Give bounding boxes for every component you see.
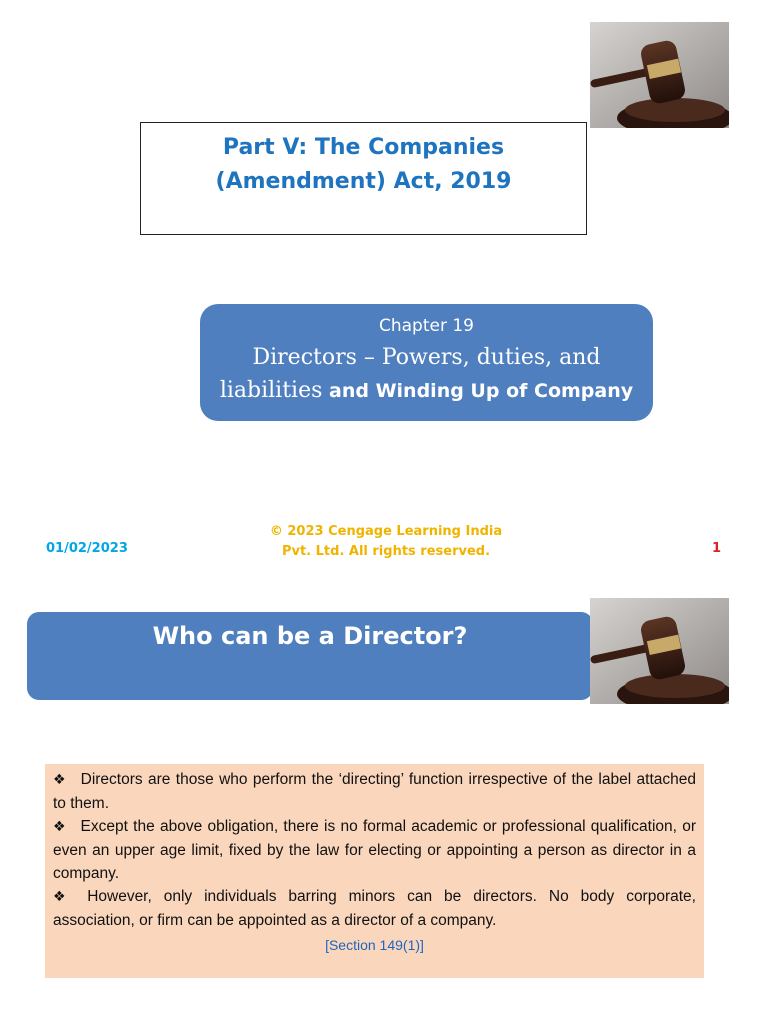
footer-copyright (250, 522, 522, 562)
content-box (45, 764, 704, 978)
title-line-1: Part V: The Companies (222, 135, 505, 160)
gavel-icon (590, 598, 729, 704)
section-reference: [Section 149(1)] (325, 937, 424, 953)
chapter-title-line-2-serif: liabilities (219, 378, 323, 403)
bullet-icon: ❖ (53, 819, 67, 835)
gavel-image-bottom (590, 598, 729, 704)
chapter-title-line-2 (200, 374, 653, 407)
heading-box (27, 612, 593, 700)
chapter-title-line-2-sans: and Winding Up of Company (322, 380, 634, 402)
bullet-paragraph-1 (53, 768, 696, 815)
bullet-text-1: Directors are those who perform the ‘directing’ function irrespective of the label attached to them. (53, 771, 696, 812)
footer-copyright-line-1: © 2023 Cengage Learning India (269, 524, 503, 539)
bullet-icon: ❖ (53, 772, 67, 788)
bullet-icon: ❖ (53, 889, 74, 905)
title-line-2: (Amendment) Act, 2019 (215, 169, 512, 194)
bullet-paragraph-3 (53, 885, 696, 932)
title-box (140, 122, 587, 235)
bullet-text-2: Except the above obligation, there is no formal academic or professional qualification, or even an upper age limit, fixed by the law for electing or appointing a person as director in a company. (53, 818, 696, 882)
footer-copyright-line-2: Pvt. Ltd. All rights reserved. (281, 544, 491, 559)
slide-heading: Who can be a Director? (152, 622, 468, 650)
chapter-label: Chapter 19 (378, 316, 474, 336)
chapter-title-line-1: Directors – Powers, duties, and (252, 345, 601, 370)
footer-date: 01/02/2023 (46, 541, 128, 556)
chapter-box (200, 304, 653, 421)
gavel-image-top (590, 22, 729, 128)
bullet-paragraph-2 (53, 815, 696, 885)
page-number: 1 (712, 541, 722, 556)
gavel-icon (590, 22, 729, 128)
bullet-text-3: However, only individuals barring minors can be directors. No body corporate, association, or firm can be appointed as a director of a company. (53, 888, 696, 929)
